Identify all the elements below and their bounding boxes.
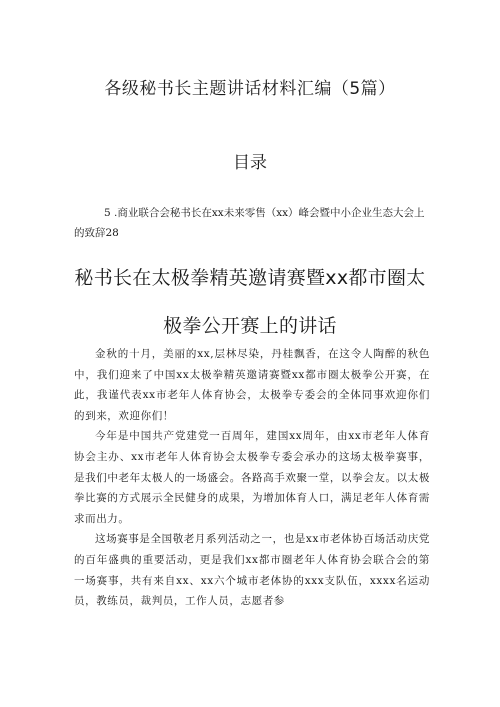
- toc-entry[interactable]: 5 .商业联合会秘书长在xx未来零售（xx）峰会暨中小企业生态大会上的致辞28: [74, 207, 425, 239]
- body-paragraph: 今年是中国共产党建党一百周年，建国xx周年，由xx市老年人体育协会主办、xx市老年人体育协会太极拳专委会承办的这场太极拳赛事，是我们中老年太极人的一场盛会。各路高手欢聚一堂，以拳会友。以太极拳比赛的方式展示全民健身的成果，为增加体育人口，满足老年人体育需求而出力。: [74, 430, 430, 525]
- document-title: 各级秘书长主题讲话材料汇编（5篇）: [104, 79, 396, 99]
- body-paragraph: 金秋的十月，美丽的xx,层林尽染，丹桂飘香，在这令人陶醉的秋色中，我们迎来了中国xx太极拳精英邀请赛暨xx都市圈太极拳公开赛，在此，我谨代表xx市老年人体育协会，太极拳专委会的全体同事欢迎你们的到来，欢迎你们！: [74, 348, 430, 422]
- body-paragraph: 这场赛事是全国敬老月系列活动之一，也是xx市老体协百场活动庆党的百年盛典的重要活动，更是我们xx都市圈老年人体育协会联合会的第一场赛事，共有来自xx、xx六个城市老体协的xxx支队伍，xxxx名运动员，教练员，裁判员，工作人员，志愿者参: [74, 533, 430, 608]
- speech-title-line-1: 秘书长在太极拳精英邀请赛暨xx都市圈太: [74, 267, 426, 289]
- speech-title-line-2: 极拳公开赛上的讲话: [163, 315, 337, 337]
- toc-heading: 目录: [233, 153, 267, 173]
- speech-body: [74, 344, 430, 612]
